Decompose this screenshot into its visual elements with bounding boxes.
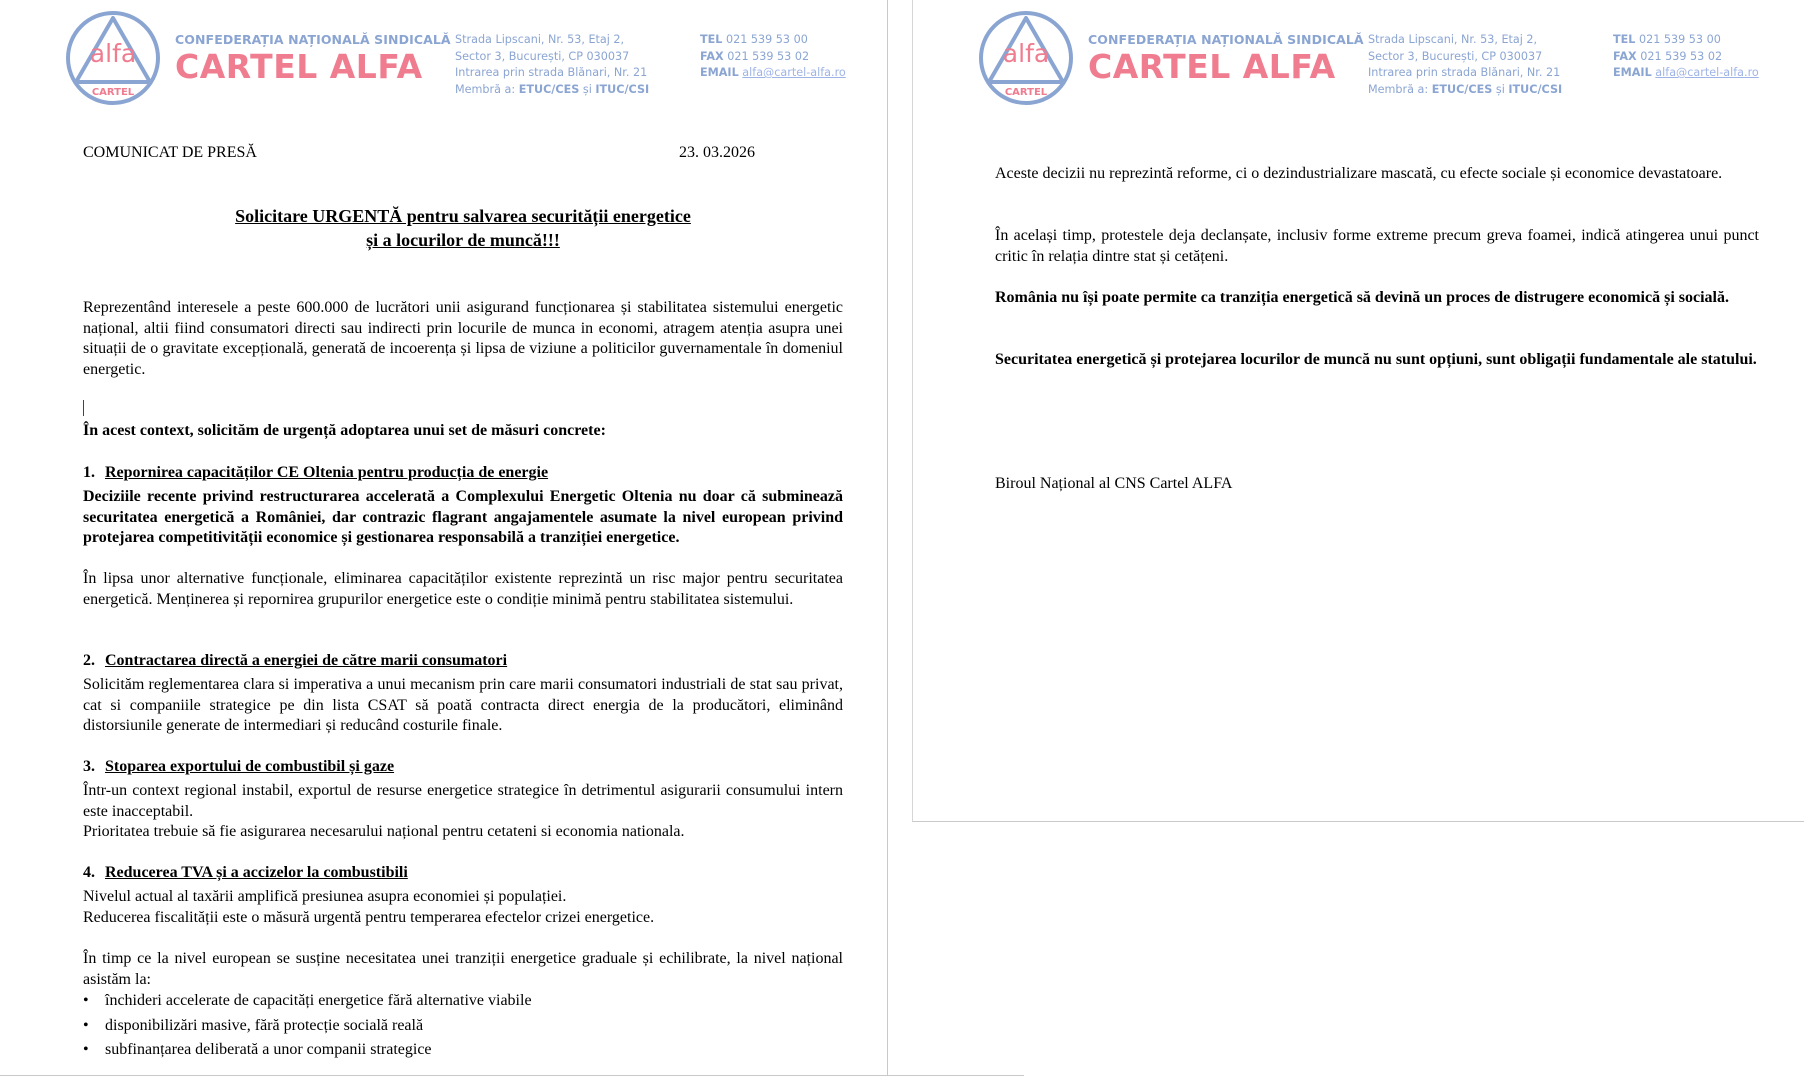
document-page-2[interactable]: [912, 0, 1804, 822]
address-line: Sector 3, București, CP 030037: [1368, 49, 1543, 63]
address-line: Sector 3, București, CP 030037: [455, 49, 630, 63]
signature: Biroul Național al CNS Cartel ALFA: [995, 475, 1233, 492]
address-line: Strada Lipscani, Nr. 53, Etaj 2,: [1368, 33, 1538, 46]
section-3-text: Într-un context regional instabil, exportul de resurse energetice strategice în detrimentul asigurarii consumului intern este inacceptabil. Prioritatea trebuie să fie asigurarea necesarului național pentru cetateni si economia nationala.: [83, 782, 843, 840]
page-gap: [888, 0, 912, 1081]
list-item: • disponibilizări masive, fără protecție socială reală: [83, 1016, 843, 1037]
paragraph-3: România nu își poate permite ca tranziția energetică să devină un proces de distrugere economică și socială.: [995, 289, 1729, 306]
paragraph-4: Securitatea energetică și protejarea locurilor de muncă nu sunt opțiuni, sunt obligații fundamentale ale statului.: [995, 351, 1757, 368]
fax-line: FAX 021 539 53 02: [1613, 49, 1723, 63]
doc-type-label: COMUNICAT DE PRESĂ: [83, 144, 257, 161]
section-4-text: Nivelul actual al taxării amplifică presiunea asupra economiei și populației. Reducerea fiscalității este o măsură urgentă pentru temperarea efectelor crizei energetice.: [83, 888, 655, 926]
fax-line: FAX 021 539 53 02: [700, 49, 810, 63]
tel-line: TEL 021 539 53 00: [1613, 33, 1721, 46]
list-item: • închideri accelerate de capacități energetice fără alternative viabile: [83, 991, 843, 1012]
address-line: Strada Lipscani, Nr. 53, Etaj 2,: [455, 33, 625, 46]
tel-line: TEL 021 539 53 00: [700, 33, 808, 46]
paragraph-1: Aceste decizii nu reprezintă reforme, ci o dezindustrializare mascată, cu efecte sociale și economice devastatoare.: [995, 165, 1723, 182]
membership-line: Membră a: ETUC/CES și ITUC/CSI: [1368, 82, 1563, 96]
page-2-body: [995, 0, 1759, 800]
org-name: CARTEL ALFA: [175, 47, 423, 86]
membership-line: Membră a: ETUC/CES și ITUC/CSI: [455, 82, 650, 96]
section-2-heading: 2. Contractarea directă a energiei de către marii consumatori: [83, 652, 508, 669]
svg-text:alfa: alfa: [89, 39, 137, 68]
email-line: EMAIL alfa@cartel-alfa.ro: [700, 66, 846, 79]
section-4-heading: 4. Reducerea TVA și a accizelor la combustibili: [83, 864, 408, 881]
org-subtitle: CONFEDERAȚIA NAȚIONALĂ SINDICALĂ: [175, 32, 451, 47]
section-3-heading: 3. Stoparea exportului de combustibil și gaze: [83, 758, 395, 775]
page-1-body: [83, 0, 846, 1075]
svg-text:CARTEL: CARTEL: [1004, 87, 1048, 98]
svg-text:CARTEL: CARTEL: [91, 87, 135, 98]
section-1-heading: 1. Repornirea capacităților CE Oltenia pentru producția de energie: [83, 464, 549, 481]
email-line: EMAIL alfa@cartel-alfa.ro: [1613, 66, 1759, 79]
context-heading: În acest context, solicităm de urgență adoptarea unui set de măsuri concrete:: [83, 422, 606, 439]
document-title: Solicitare URGENTĂ pentru salvarea securității energetice și a locurilor de muncă!!!: [235, 206, 691, 250]
closing-intro: În timp ce la nivel european se susține necesitatea unei tranziții energetice graduale și echilibrate, la nivel național asistăm la:: [83, 950, 843, 988]
section-1-text: În lipsa unor alternative funcționale, eliminarea capacităților existente reprezintă un risc major pentru securitatea energetică. Menținerea și repornirea grupurilor energetice este o condiție minimă pentru stabilitatea sistemului.: [83, 570, 843, 608]
org-name: CARTEL ALFA: [1088, 47, 1336, 86]
bullet-list: [83, 991, 843, 1065]
email-link[interactable]: alfa@cartel-alfa.ro: [1655, 66, 1759, 79]
intro-paragraph: Reprezentând interesele a peste 600.000 de lucrători unii asigurand funcționarea și stabilitatea sistemului energetic național, altii fiind consumatori directi sau indirecti prin locurile de munca in economi, atragem atenția asupra unei situații de o gravitate excepțională, generată de incoerența și lipsa de viziune a politicilor guvernamentale în domeniul energetic.: [83, 299, 843, 378]
org-subtitle: CONFEDERAȚIA NAȚIONALĂ SINDICALĂ: [1088, 32, 1364, 47]
svg-text:alfa: alfa: [1002, 39, 1050, 68]
section-1-bold-text: Deciziile recente privind restructurarea accelerată a Complexului Energetic Oltenia nu doar că subminează securitatea energetică a României, dar contrazic flagrant angajamentele asumate la nivel european privind protejarea competitivității economice și gestionarea responsabilă a tranziției energetice.: [83, 488, 843, 546]
address-line: Intrarea prin strada Blănari, Nr. 21: [1368, 66, 1561, 79]
list-item: • subfinanțarea deliberată a unor companii strategice: [83, 1040, 843, 1061]
paragraph-2: În același timp, protestele deja declanșate, inclusiv forme extreme precum greva foamei, indică atingerea unui punct critic în relația dintre stat și cetățeni.: [995, 227, 1759, 265]
section-2-text: Solicităm reglementarea clara si imperativa a unui mecanism prin care marii consumatori industriali de stat sau privat, cat si companiile strategice pe din lista CSAT să poată contracta direct energia de la producători, eliminând distorsiunile generate de intermediari și reducând costurile finale.: [83, 676, 843, 734]
text-cursor: [83, 400, 84, 416]
email-link[interactable]: alfa@cartel-alfa.ro: [742, 66, 846, 79]
page-1-bottom-edge: [0, 1075, 1024, 1076]
document-page-1[interactable]: [0, 0, 888, 1075]
doc-date: 23. 03.2026: [679, 144, 755, 161]
address-line: Intrarea prin strada Blănari, Nr. 21: [455, 66, 648, 79]
